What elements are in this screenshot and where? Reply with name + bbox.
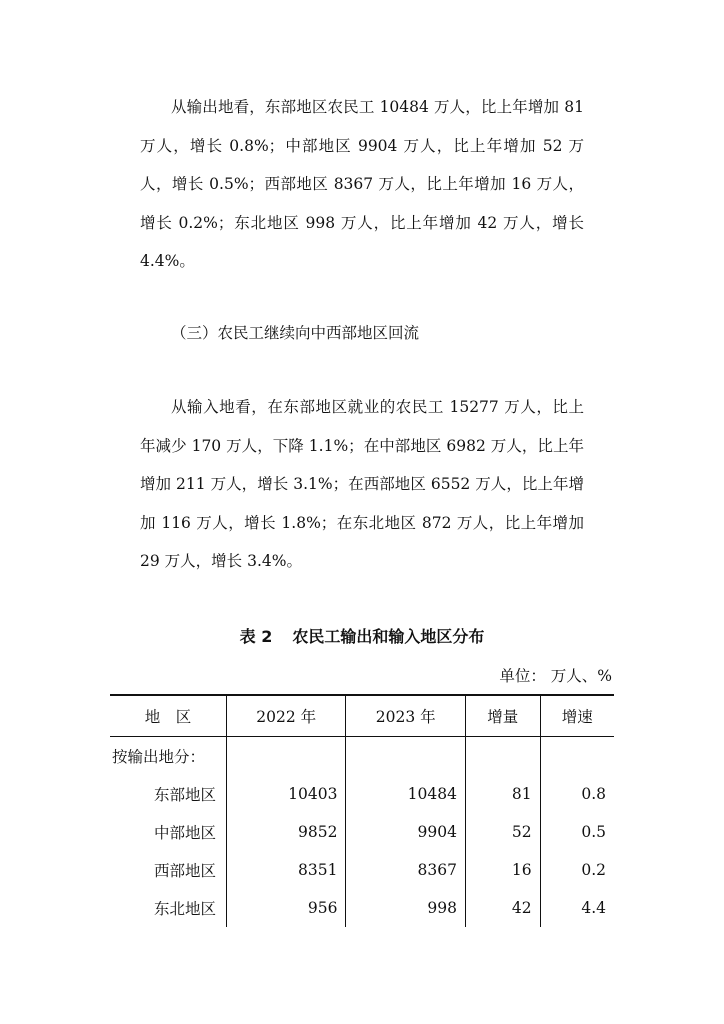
table-title-text: 农民工输出和输入地区分布 bbox=[292, 627, 485, 646]
header-region: 地 区 bbox=[110, 695, 227, 737]
table-title bbox=[110, 624, 614, 647]
value-increase: 81 bbox=[465, 775, 540, 813]
header-increase: 增量 bbox=[465, 695, 540, 737]
table-row bbox=[110, 775, 614, 813]
header-2023: 2023 年 bbox=[346, 695, 465, 737]
table-row bbox=[110, 889, 614, 927]
value-increase: 16 bbox=[465, 851, 540, 889]
distribution-table bbox=[110, 694, 614, 927]
value-2023: 10484 bbox=[346, 775, 465, 813]
table-number: 表 2 bbox=[239, 627, 273, 646]
value-2022: 9852 bbox=[227, 813, 346, 851]
table-row-category bbox=[110, 737, 614, 776]
region-cell: 西部地区 bbox=[153, 862, 216, 880]
table-row bbox=[110, 813, 614, 851]
section-subheading: （三）农民工继续向中西部地区回流 bbox=[171, 324, 420, 342]
category-label: 按输出地分： bbox=[112, 748, 206, 766]
paragraph-output-regions: 从输出地看，东部地区农民工 10484 万人，比上年增加 81 万人，增长 0.8%；中部地区 9904 万人，比上年增加 52 万人，增长 0.5%；西部地区 8367 万人，比上年增加 16 万人，增长 0.2%；东北地区 998 万人，比上年增加 42 万人，增长 4.4%。 bbox=[140, 98, 584, 270]
table-row bbox=[110, 851, 614, 889]
value-rate: 0.8 bbox=[540, 775, 614, 813]
header-growth-rate: 增速 bbox=[540, 695, 614, 737]
value-2022: 956 bbox=[227, 889, 346, 927]
value-2023: 8367 bbox=[346, 851, 465, 889]
value-rate: 0.2 bbox=[540, 851, 614, 889]
value-2022: 10403 bbox=[227, 775, 346, 813]
value-rate: 4.4 bbox=[540, 889, 614, 927]
value-increase: 52 bbox=[465, 813, 540, 851]
value-2023: 998 bbox=[346, 889, 465, 927]
value-increase: 42 bbox=[465, 889, 540, 927]
region-cell: 东部地区 bbox=[153, 786, 216, 804]
table-header-row bbox=[110, 695, 614, 737]
value-2022: 8351 bbox=[227, 851, 346, 889]
paragraph-input-regions: 从输入地看，在东部地区就业的农民工 15277 万人，比上年减少 170 万人，下降 1.1%；在中部地区 6982 万人，比上年增加 211 万人，增长 3.1%；在西部地区 6552 万人，比上年增加 116 万人，增长 1.8%；在东北地区 872 万人，比上年增加 29 万人，增长 3.4%。 bbox=[140, 398, 584, 570]
region-cell: 中部地区 bbox=[153, 824, 216, 842]
header-2022: 2022 年 bbox=[227, 695, 346, 737]
value-rate: 0.5 bbox=[540, 813, 614, 851]
table-unit: 单位： 万人、% bbox=[499, 667, 612, 685]
value-2023: 9904 bbox=[346, 813, 465, 851]
region-cell: 东北地区 bbox=[153, 900, 216, 918]
